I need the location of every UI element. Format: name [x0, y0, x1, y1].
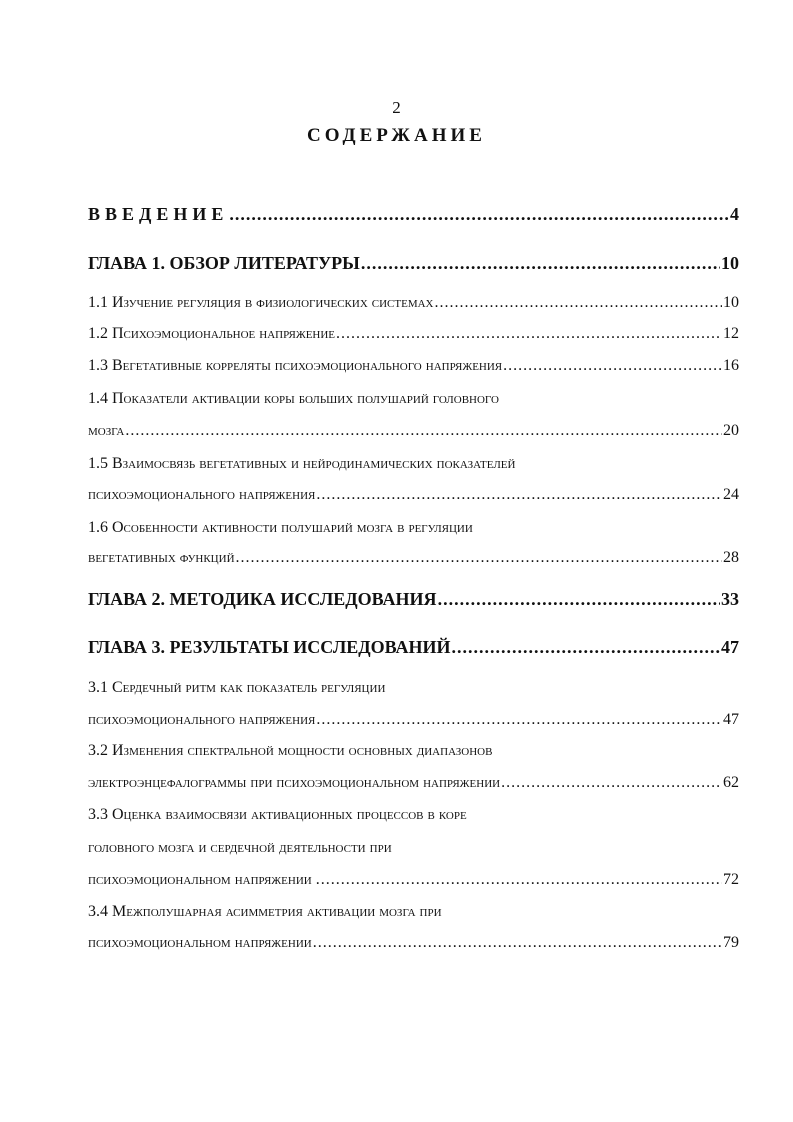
- toc-entry-page: 28: [723, 549, 739, 566]
- toc-entry-page: 12: [723, 325, 739, 342]
- toc-entry-label: ГЛАВА 1. ОБЗОР ЛИТЕРАТУРЫ: [88, 253, 360, 273]
- toc-entry-label: психоэмоциональном напряжении: [88, 934, 312, 951]
- toc-entry-chapter-3[interactable]: [88, 636, 739, 658]
- toc-entry-label: ВВЕДЕНИЕ: [88, 204, 229, 224]
- dot-leader: [229, 203, 729, 225]
- toc-entry-1-2[interactable]: [88, 324, 739, 344]
- toc-entry-label: 1.2 Психоэмоциональное напряжение: [88, 325, 336, 342]
- dot-leader: [336, 324, 722, 344]
- toc-entry-chapter-2[interactable]: [88, 588, 739, 610]
- toc-entry-page: 16: [723, 357, 739, 374]
- toc-title: СОДЕРЖАНИЕ: [307, 125, 486, 146]
- toc-entry-3-2-line-1[interactable]: 3.2 Изменения спектральной мощности основных диапазонов: [88, 742, 493, 759]
- toc-entry-page: 72: [723, 871, 739, 888]
- toc-entry-page: 62: [723, 774, 739, 791]
- dot-leader: [503, 356, 722, 376]
- dot-leader: [438, 588, 720, 610]
- dot-leader: [125, 421, 722, 441]
- toc-entry-1-3[interactable]: [88, 356, 739, 376]
- toc-entry-page: 47: [721, 637, 739, 657]
- toc-entry-introduction[interactable]: [88, 203, 739, 225]
- toc-entry-3-4[interactable]: [88, 933, 739, 953]
- toc-entry-1-5[interactable]: [88, 485, 739, 505]
- toc-entry-1-4[interactable]: [88, 421, 739, 441]
- toc-entry-label: психоэмоционального напряжения: [88, 711, 316, 728]
- dot-leader: [236, 548, 722, 568]
- toc-entry-page: 4: [730, 204, 739, 224]
- toc-entry-page: 10: [721, 253, 739, 273]
- toc-entry-page: 79: [723, 934, 739, 951]
- toc-entry-page: 20: [723, 422, 739, 439]
- toc-entry-3-1-line-1[interactable]: 3.1 Сердечный ритм как показатель регуляции: [88, 679, 386, 696]
- toc-entry-chapter-1[interactable]: [88, 252, 739, 274]
- toc-entry-3-3-line-1[interactable]: 3.3 Оценка взаимосвязи активационных процессов в коре: [88, 806, 467, 823]
- toc-entry-label: электроэнцефалограммы при психоэмоциональном напряжении: [88, 774, 501, 791]
- toc-entry-label: мозга: [88, 422, 125, 439]
- toc-entry-1-5-line-1[interactable]: 1.5 Взаимосвязь вегетативных и нейродинамических показателей: [88, 455, 516, 472]
- page-number: 2: [392, 98, 401, 117]
- toc-entry-page: 33: [721, 589, 739, 609]
- dot-leader: [452, 636, 720, 658]
- toc-entry-3-3[interactable]: [88, 870, 739, 890]
- toc-entry-label: психоэмоциональном напряжении .: [88, 871, 320, 888]
- dot-leader: [501, 773, 722, 793]
- toc-entry-3-2[interactable]: [88, 773, 739, 793]
- toc-entry-label: вегетативных функций: [88, 549, 235, 566]
- dot-leader: [316, 710, 722, 730]
- toc-entry-3-4-line-1[interactable]: 3.4 Межполушарная асимметрия активации мозга при: [88, 903, 442, 920]
- toc-entry-3-1[interactable]: [88, 710, 739, 730]
- dot-leader: [321, 870, 722, 890]
- dot-leader: [316, 485, 722, 505]
- toc-entry-1-1[interactable]: [88, 293, 739, 313]
- dot-leader: [435, 293, 722, 313]
- toc-entry-label: ГЛАВА 3. РЕЗУЛЬТАТЫ ИССЛЕДОВАНИЙ: [88, 637, 451, 657]
- toc-entry-page: 47: [723, 711, 739, 728]
- toc-entry-label: 1.1 Изучение регуляция в физиологических системах: [88, 294, 434, 311]
- toc-entry-label: 1.3 Вегетативные корреляты психоэмоционального напряжения: [88, 357, 503, 374]
- toc-entry-3-3-line-2[interactable]: головного мозга и сердечной деятельности при: [88, 839, 392, 856]
- toc-entry-1-6-line-1[interactable]: 1.6 Особенности активности полушарий мозга в регуляции: [88, 519, 473, 536]
- dot-leader: [313, 933, 722, 953]
- toc-entry-page: 10: [723, 294, 739, 311]
- toc-entry-1-4-line-1[interactable]: 1.4 Показатели активации коры больших полушарий головного: [88, 390, 499, 407]
- toc-entry-page: 24: [723, 486, 739, 503]
- toc-entry-1-6[interactable]: [88, 548, 739, 568]
- dot-leader: [361, 252, 720, 274]
- toc-entry-label: психоэмоционального напряжения: [88, 486, 316, 503]
- toc-entry-label: ГЛАВА 2. МЕТОДИКА ИССЛЕДОВАНИЯ: [88, 589, 437, 609]
